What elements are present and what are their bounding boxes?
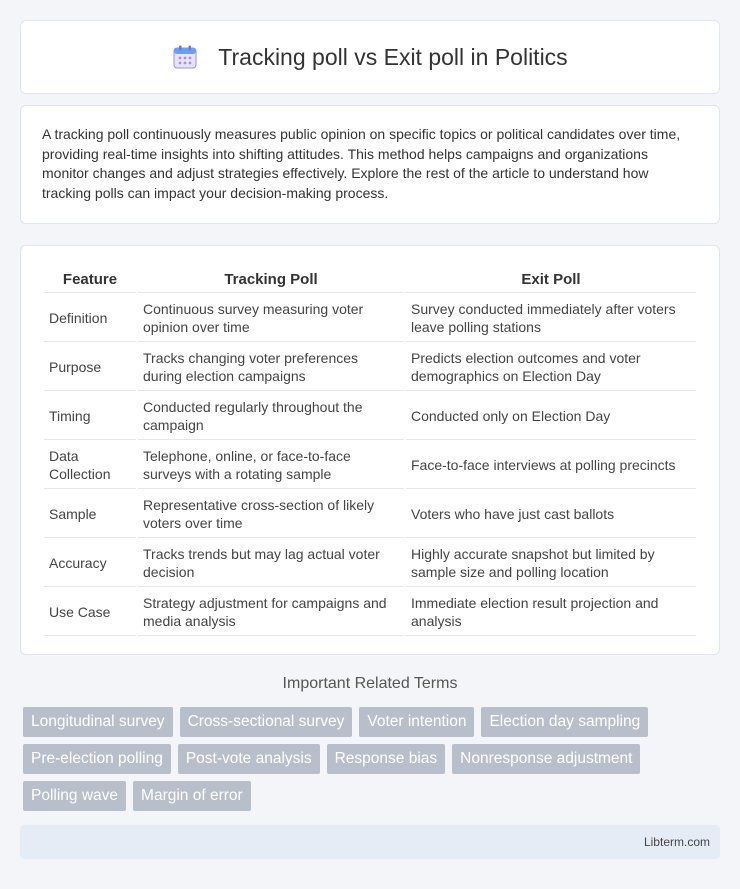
row-exit-poll: Immediate election result projection and analysis (406, 589, 696, 636)
table-row (44, 442, 696, 489)
row-feature: Purpose (44, 344, 136, 391)
row-tracking-poll: Continuous survey measuring voter opinion over time (138, 295, 404, 342)
row-feature: Data Collection (44, 442, 136, 489)
intro-paragraph: A tracking poll continuously measures public opinion on specific topics or political candidates over time, providing real-time insights into shifting attitudes. This method helps campaigns and organizations monitor changes and adjust strategies effectively. Explore the rest of the article to understand how tracking polls can impact your decision-making process. (42, 126, 681, 201)
row-feature: Use Case (44, 589, 136, 636)
tag-response-bias[interactable]: Response bias (327, 744, 446, 774)
row-exit-poll: Face-to-face interviews at polling precincts (406, 442, 696, 489)
row-exit-poll: Survey conducted immediately after voters leave polling stations (406, 295, 696, 342)
title-card (20, 20, 720, 94)
row-tracking-poll: Conducted regularly throughout the campaign (138, 393, 404, 440)
comparison-table (42, 265, 698, 638)
header-exit-poll: Exit Poll (406, 267, 696, 293)
row-tracking-poll: Tracks changing voter preferences during election campaigns (138, 344, 404, 391)
table-row (44, 393, 696, 440)
header-feature: Feature (44, 267, 136, 293)
related-terms-title: Important Related Terms (282, 675, 458, 692)
tag-nonresponse-adjustment[interactable]: Nonresponse adjustment (452, 744, 640, 774)
tag-polling-wave[interactable]: Polling wave (23, 781, 126, 811)
row-feature: Sample (44, 491, 136, 538)
row-feature: Timing (44, 393, 136, 440)
related-terms-list (23, 707, 723, 818)
tag-voter-intention[interactable]: Voter intention (359, 707, 474, 737)
tag-longitudinal-survey[interactable]: Longitudinal survey (23, 707, 173, 737)
row-tracking-poll: Telephone, online, or face-to-face surveys with a rotating sample (138, 442, 404, 489)
row-exit-poll: Conducted only on Election Day (406, 393, 696, 440)
table-row (44, 344, 696, 391)
row-exit-poll: Predicts election outcomes and voter demographics on Election Day (406, 344, 696, 391)
header-tracking-poll: Tracking Poll (138, 267, 404, 293)
table-row (44, 295, 696, 342)
calendar-icon (172, 44, 198, 70)
tag-margin-of-error[interactable]: Margin of error (133, 781, 251, 811)
table-header-row (44, 267, 696, 293)
page-title: Tracking poll vs Exit poll in Politics (218, 43, 568, 70)
row-tracking-poll: Strategy adjustment for campaigns and media analysis (138, 589, 404, 636)
footer (20, 825, 720, 859)
row-exit-poll: Highly accurate snapshot but limited by sample size and polling location (406, 540, 696, 587)
footer-site-link[interactable]: Libterm.com (643, 835, 710, 849)
row-tracking-poll: Tracks trends but may lag actual voter decision (138, 540, 404, 587)
row-feature: Definition (44, 295, 136, 342)
table-row (44, 589, 696, 636)
tag-post-vote-analysis[interactable]: Post-vote analysis (178, 744, 320, 774)
row-exit-poll: Voters who have just cast ballots (406, 491, 696, 538)
row-tracking-poll: Representative cross-section of likely voters over time (138, 491, 404, 538)
tag-pre-election-polling[interactable]: Pre-election polling (23, 744, 171, 774)
tag-cross-sectional-survey[interactable]: Cross-sectional survey (180, 707, 353, 737)
tag-election-day-sampling[interactable]: Election day sampling (481, 707, 648, 737)
comparison-card (20, 245, 720, 655)
intro-card (20, 105, 720, 224)
table-row (44, 491, 696, 538)
row-feature: Accuracy (44, 540, 136, 587)
table-row (44, 540, 696, 587)
